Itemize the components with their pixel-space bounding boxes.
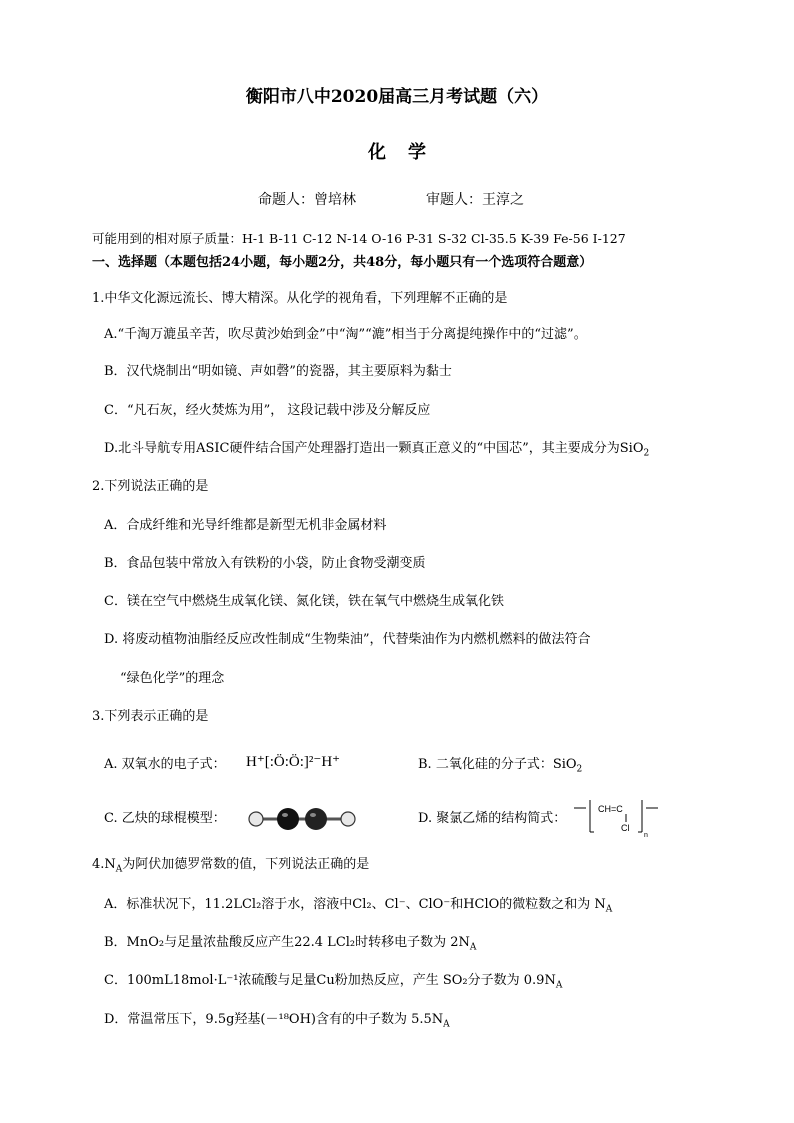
question-4-stem	[92, 857, 369, 873]
question-1-stem: 1.中华文化源远流长、博大精深。从化学的视角看，下列理解不正确的是	[92, 291, 508, 306]
hydrogen-atom-left	[249, 812, 263, 826]
question-4-option-d-text: D．常温常压下，9.5g羟基(－¹⁸OH)含有的中子数为 5.5N	[104, 1012, 444, 1027]
question-2-option-d-cont: “绿色化学”的理念	[120, 671, 225, 686]
question-2-option-a: A．合成纤维和光导纤维都是新型无机非金属材料	[104, 518, 387, 533]
question-3-option-c: C. 乙炔的球棍模型：	[104, 811, 226, 826]
question-2-option-d: D. 将废动植物油脂经反应改性制成“生物柴油”，代替柴油作为内燃机燃料的做法符合	[104, 632, 591, 647]
pvc-structure-formula	[572, 800, 662, 840]
question-3-stem: 3.下列表示正确的是	[92, 709, 209, 724]
question-4-option-a-text: A．标准状况下，11.2LCl₂溶于水，溶液中Cl₂、Cl⁻、ClO⁻和HClO的微粒数之和为 N	[104, 897, 606, 912]
question-1-option-d	[104, 441, 649, 457]
question-4-option-d	[104, 1012, 450, 1028]
question-3-option-b-sub: 2	[576, 764, 583, 775]
subject-heading: 化学	[368, 142, 448, 163]
reviewer-label: 审题人：王淳之	[426, 192, 524, 208]
hydrogen-atom-right	[341, 812, 355, 826]
question-3-option-b-text: B. 二氧化硅的分子式：SiO	[418, 757, 577, 772]
question-1-option-c: C．“凡石灰，经火焚炼为用”， 这段记载中涉及分解反应	[104, 403, 431, 418]
page-title: 衡阳市八中2020届高三月考试题（六）	[245, 87, 549, 107]
atomic-masses: 可能用到的相对原子质量：H-1 B-11 C-12 N-14 O-16 P-31 S-32 Cl-35.5 K-39 Fe-56 I-127	[92, 231, 626, 246]
question-4-option-b-sub: A	[469, 942, 477, 953]
question-4-option-a-sub: A	[605, 904, 613, 915]
question-3-option-d: D. 聚氯乙烯的结构简式：	[418, 811, 567, 826]
question-2-option-c: C．镁在空气中燃烧生成氧化镁、氮化镁，铁在氧气中燃烧生成氧化铁	[104, 594, 504, 609]
highlight-right	[310, 813, 316, 817]
carbon-atom-right	[305, 808, 327, 830]
question-4-option-c-sub: A	[555, 980, 563, 991]
question-4-option-a	[104, 897, 612, 913]
question-3-option-a: A. 双氧水的电子式：	[104, 757, 226, 772]
question-4-option-c-text: C．100mL18mol·L⁻¹浓硫酸与足量Cu粉加热反应，产生 SO₂分子数为 0.9N	[104, 973, 556, 988]
question-1-option-b: B．汉代烧制出“明如镜、声如磬”的瓷器，其主要原料为黏士	[104, 364, 452, 379]
question-4-stem-pre: 4.N	[92, 857, 116, 872]
formula-top: CH=C	[598, 804, 623, 814]
question-1-option-a: A.“千淘万漉虽辛苦，吹尽黄沙始到金”中“淘”“漉”相当于分离提纯操作中的“过滤”。	[104, 327, 587, 342]
carbon-atom-left	[277, 808, 299, 830]
question-1-option-d-text: D.北斗导航专用ASIC硬件结合国产处理器打造出一颗真正意义的“中国芯”，其主要成分为SiO	[104, 441, 644, 456]
hydrogen-peroxide-electron-formula: H⁺[:Ö:Ö:]²⁻H⁺	[246, 754, 341, 770]
formula-cl: Cl	[621, 823, 630, 833]
question-2-option-b: B．食品包装中常放入有铁粉的小袋，防止食物受潮变质	[104, 556, 426, 571]
question-4-option-b-text: B．MnO₂与足量浓盐酸反应产生22.4 LCl₂时转移电子数为 2N	[104, 935, 470, 950]
author-label: 命题人：曾培林	[258, 192, 356, 208]
highlight-left	[282, 813, 288, 817]
question-4-stem-sub: A	[115, 864, 123, 875]
question-4-option-c	[104, 973, 562, 989]
formula-n: n	[644, 832, 648, 839]
section-heading: 一、选择题（本题包括24小题，每小题2分，共48分，每小题只有一个选项符合题意）	[92, 255, 593, 270]
question-4-option-d-sub: A	[443, 1019, 450, 1030]
acetylene-ball-stick-model	[246, 804, 358, 834]
question-4-stem-post: 为阿伏加德罗常数的值，下列说法正确的是	[122, 857, 370, 872]
question-3-option-b	[418, 757, 582, 773]
question-2-stem: 2.下列说法正确的是	[92, 479, 209, 494]
question-1-option-d-sub: 2	[643, 448, 650, 459]
question-4-option-b	[104, 935, 476, 951]
